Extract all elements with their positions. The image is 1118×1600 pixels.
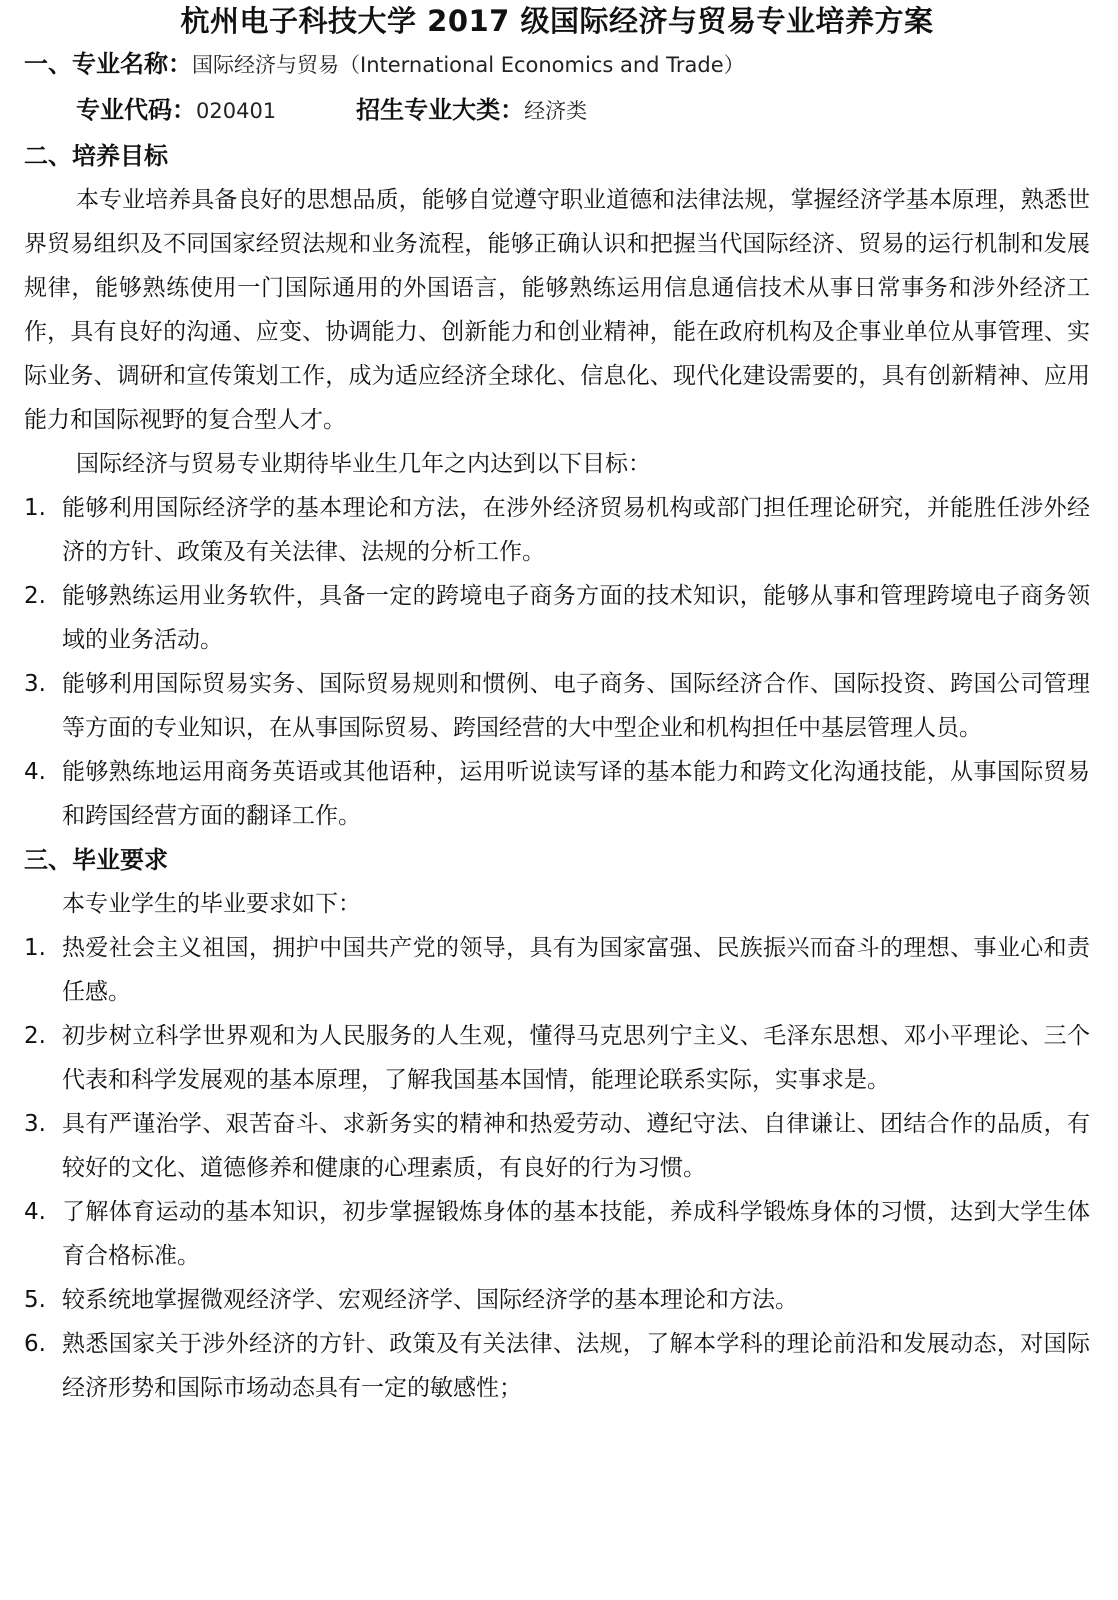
list-item [24, 750, 1090, 838]
list-item-number: 6. [24, 1331, 46, 1357]
list-item-number: 1. [24, 935, 46, 961]
list-item [24, 1278, 1090, 1322]
list-item-number: 4. [24, 1199, 46, 1225]
goals-list [24, 486, 1090, 838]
list-item [24, 926, 1090, 1014]
list-item [24, 1102, 1090, 1190]
category-label: 招生专业大类： [356, 96, 525, 124]
list-item-text: 能够利用国际经济学的基本理论和方法，在涉外经济贸易机构或部门担任理论研究，并能胜任涉外经济的方针、政策及有关法律、法规的分析工作。 [62, 495, 1090, 565]
list-item-text: 熟悉国家关于涉外经济的方针、政策及有关法律、法规，了解本学科的理论前沿和发展动态，对国际经济形势和国际市场动态具有一定的敏感性； [62, 1331, 1090, 1401]
list-item-text: 较系统地掌握微观经济学、宏观经济学、国际经济学的基本理论和方法。 [62, 1287, 798, 1313]
requirements-intro: 本专业学生的毕业要求如下： [62, 891, 361, 917]
list-item-text: 热爱社会主义祖国，拥护中国共产党的领导，具有为国家富强、民族振兴而奋斗的理想、事业心和责任感。 [62, 935, 1090, 1005]
major-name-value: 国际经济与贸易（International Economics and Trade） [192, 53, 745, 77]
list-item [24, 486, 1090, 574]
requirements-list [24, 926, 1090, 1410]
list-item-text: 初步树立科学世界观和为人民服务的人生观，懂得马克思列宁主义、毛泽东思想、邓小平理论、三个代表和科学发展观的基本原理，了解我国基本国情，能理论联系实际，实事求是。 [62, 1023, 1090, 1093]
major-code-row [24, 88, 1090, 134]
list-item [24, 1322, 1090, 1410]
category-value: 经济类 [524, 99, 588, 123]
list-item-number: 5. [24, 1287, 46, 1313]
section-heading-requirements: 三、毕业要求 [24, 846, 168, 874]
list-item [24, 1014, 1090, 1102]
list-item [24, 1190, 1090, 1278]
list-item-number: 3. [24, 1111, 46, 1137]
list-item-text: 能够利用国际贸易实务、国际贸易规则和惯例、电子商务、国际经济合作、国际投资、跨国公司管理等方面的专业知识，在从事国际贸易、跨国经营的大中型企业和机构担任中基层管理人员。 [62, 671, 1090, 741]
list-item-number: 2. [24, 1023, 46, 1049]
list-item-text: 具有严谨治学、艰苦奋斗、求新务实的精神和热爱劳动、遵纪守法、自律谦让、团结合作的品质，有较好的文化、道德修养和健康的心理素质，有良好的行为习惯。 [62, 1111, 1090, 1181]
list-item-number: 2. [24, 583, 46, 609]
major-code-value: 020401 [196, 99, 277, 123]
list-item [24, 574, 1090, 662]
major-name-label: 一、专业名称： [24, 50, 192, 78]
list-item-number: 1. [24, 495, 46, 521]
major-name-row [24, 42, 1090, 88]
goals-intro: 国际经济与贸易专业期待毕业生几年之内达到以下目标： [76, 451, 651, 477]
list-item-text: 能够熟练运用业务软件，具备一定的跨境电子商务方面的技术知识，能够从事和管理跨境电子商务领域的业务活动。 [62, 583, 1090, 653]
list-item-text: 了解体育运动的基本知识，初步掌握锻炼身体的基本技能，养成科学锻炼身体的习惯，达到大学生体育合格标准。 [62, 1199, 1090, 1269]
objectives-paragraph: 本专业培养具备良好的思想品质，能够自觉遵守职业道德和法律法规，掌握经济学基本原理，熟悉世界贸易组织及不同国家经贸法规和业务流程，能够正确认识和把握当代国际经济、贸易的运行机制和发展规律，能够熟练使用一门国际通用的外国语言，能够熟练运用信息通信技术从事日常事务和涉外经济工作，具有良好的沟通、应变、协调能力、创新能力和创业精神，能在政府机构及企事业单位从事管理、实际业务、调研和宣传策划工作，成为适应经济全球化、信息化、现代化建设需要的，具有创新精神、应用能力和国际视野的复合型人才。 [24, 187, 1090, 433]
list-item-number: 4. [24, 759, 46, 785]
list-item-text: 能够熟练地运用商务英语或其他语种，运用听说读写译的基本能力和跨文化沟通技能，从事国际贸易和跨国经营方面的翻译工作。 [62, 759, 1090, 829]
list-item-number: 3. [24, 671, 46, 697]
major-code-label: 专业代码： [76, 96, 196, 124]
document-title: 杭州电子科技大学 2017 级国际经济与贸易专业培养方案 [180, 4, 934, 38]
list-item [24, 662, 1090, 750]
section-heading-objectives: 二、培养目标 [24, 142, 168, 170]
